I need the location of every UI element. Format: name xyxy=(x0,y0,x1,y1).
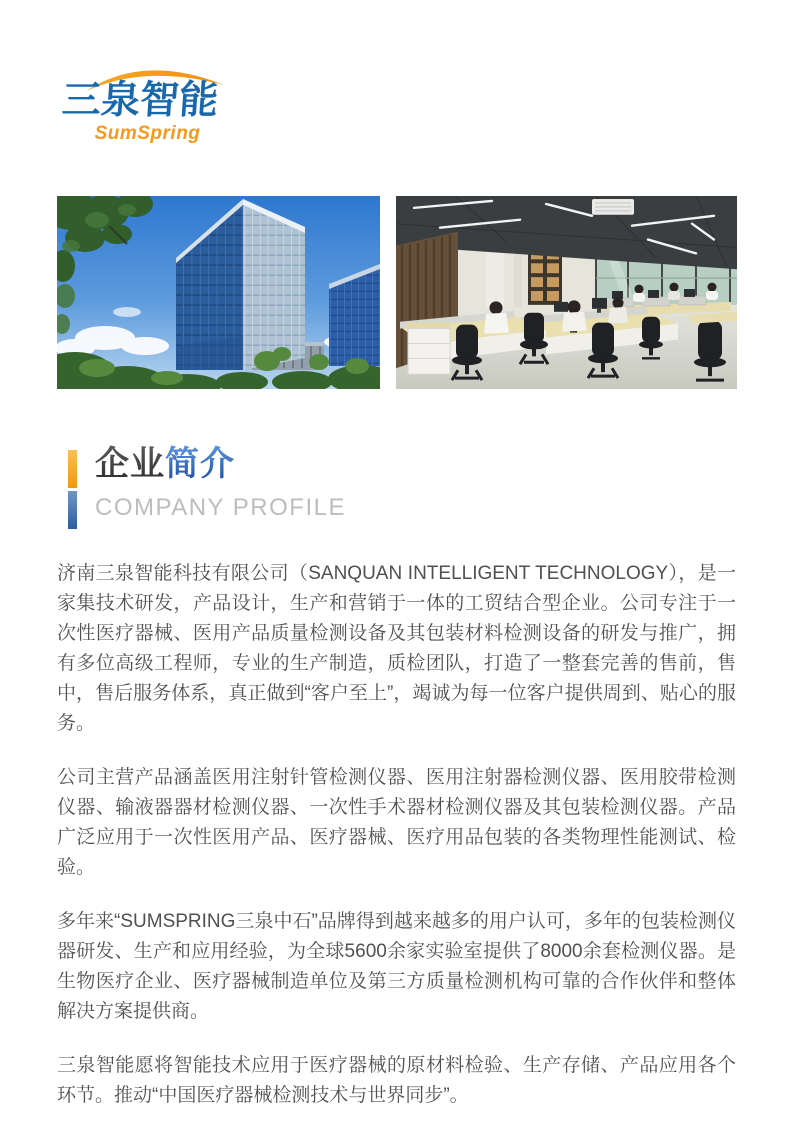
office-photo-illustration xyxy=(396,196,737,389)
profile-text xyxy=(57,559,736,1111)
section-title xyxy=(95,444,235,485)
section-subtitle: COMPANY PROFILE xyxy=(95,494,346,521)
logo-text-cn: 三泉智能 xyxy=(60,79,220,122)
building-photo xyxy=(57,196,380,389)
accent-bar-orange xyxy=(68,450,77,488)
profile-paragraph-4: 三泉智能愿将智能技术应用于医疗器械的原材料检验、生产存储、产品应用各个环节。推动“中国医疗器械检测技术与世界同步”。 xyxy=(57,1055,736,1106)
company-logo xyxy=(60,64,235,148)
office-photo xyxy=(396,196,737,389)
section-title-part2: 简介 xyxy=(165,445,235,483)
section-header xyxy=(68,446,488,536)
section-title-part1: 企业 xyxy=(95,445,165,483)
profile-paragraph-1: 济南三泉智能科技有限公司（SANQUAN INTELLIGENT TECHNOLOGY），是一家集技术研发，产品设计，生产和营销于一体的工贸结合型企业。公司专注于一次性医疗器械、医用产品质量检测设备及其包装材料检测设备的研发与推广，拥有多位高级工程师，专业的生产制造，质检团队，打造了一整套完善的售前，售中，售后服务体系，真正做到“客户至上”，竭诚为每一位客户提供周到、贴心的服务。 xyxy=(57,563,736,734)
profile-paragraph-2: 公司主营产品涵盖医用注射针管检测仪器、医用注射器检测仪器、医用胶带检测仪器、输液器器材检测仪器、一次性手术器材检测仪器及其包装检测仪器。产品广泛应用于一次性医用产品、医疗器械、医疗用品包装的各类物理性能测试、检验。 xyxy=(57,767,736,878)
profile-paragraph-3: 多年来“SUMSPRING三泉中石”品牌得到越来越多的用户认可，多年的包装检测仪器研发、生产和应用经验，为全球5600余家实验室提供了8000余套检测仪器。是生物医疗企业、医疗器械制造单位及第三方质量检测机构可靠的合作伙伴和整体解决方案提供商。 xyxy=(57,911,736,1022)
building-photo-illustration xyxy=(57,196,380,389)
accent-bar-blue xyxy=(68,491,77,529)
logo-text-en: SumSpring xyxy=(94,123,201,144)
